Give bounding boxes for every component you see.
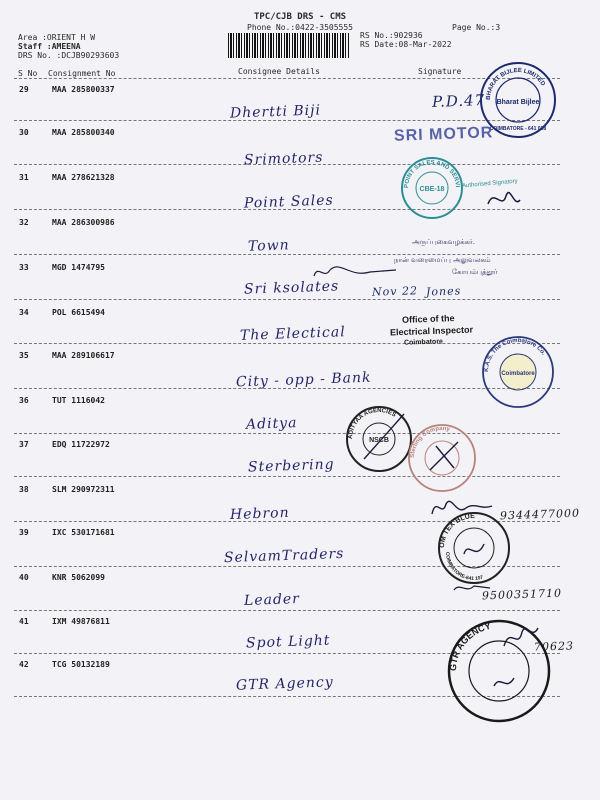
col-header-signature: Signature (418, 67, 462, 76)
svg-text:BHARAT BIJLEE LIMITED: BHARAT BIJLEE LIMITED (485, 67, 546, 101)
handwritten-phone-3: 70623 (533, 639, 575, 654)
row-divider (14, 164, 560, 165)
row-sno: 34 (19, 308, 29, 317)
row-sno: 40 (19, 573, 29, 582)
svg-text:ADITYAA AGENCIES: ADITYAA AGENCIES (347, 407, 397, 440)
svg-text:K.A.S. The Coimbatore Co.: K.A.S. The Coimbatore Co. (483, 337, 547, 373)
svg-text:NSCB: NSCB (369, 437, 389, 444)
office-stamp-line3: Coimbatore (403, 338, 444, 347)
row-consignment: MAA 289106617 (52, 351, 115, 360)
row-sno: 39 (19, 528, 29, 537)
signature-29: P.D.47 (431, 91, 486, 111)
tamil-line-1: அருப்புகைவழக்கர். (412, 238, 475, 246)
handwritten-consignee: Dhertti Biji (229, 102, 322, 122)
handwritten-consignee: GTR Agency (235, 674, 334, 694)
svg-text:COIMBATORE - 641 018: COIMBATORE - 641 018 (489, 126, 547, 132)
authorised-signatory: Authorised Signatory (461, 178, 518, 190)
handwritten-consignee: Hebron (229, 504, 290, 524)
handwritten-consignee: City - opp - Bank (235, 369, 372, 391)
handwritten-consignee: Srimotors (243, 149, 324, 169)
svg-text:CBE-18: CBE-18 (419, 186, 445, 193)
row-consignment: IXC 530171681 (52, 528, 115, 537)
handwritten-phone-2: 9500351710 (481, 586, 563, 603)
area-label: Area :ORIENT H W (18, 33, 96, 42)
col-header-consignment: Consignment No (48, 69, 116, 78)
tamil-line-3: கோயம்புத்தூர் (452, 268, 498, 276)
col-header-consignee: Consignee Details (238, 67, 320, 76)
row-divider (14, 610, 560, 611)
row-consignment: MAA 285800337 (52, 85, 115, 94)
col-header-sno: S No (18, 69, 38, 78)
tamil-line-2: நான் வரைமைப்பு அலுவலகம் (394, 256, 491, 264)
row-sno: 38 (19, 485, 29, 494)
sri-motor-stamp: SRI MOTOR (393, 124, 494, 145)
handwritten-consignee: SelvamTraders (223, 545, 345, 567)
signature-31 (484, 184, 524, 214)
handwritten-phone-1: 9344477000 (499, 506, 581, 523)
row-sno: 33 (19, 263, 29, 272)
row-sno: 30 (19, 128, 29, 137)
row-consignment: EDQ 11722972 (52, 440, 110, 449)
staff-label: Staff :AMEENA (18, 42, 81, 51)
row-consignment: IXM 49876811 (52, 617, 110, 626)
row-sno: 35 (19, 351, 29, 360)
handwritten-name: Jones (425, 284, 462, 299)
row-divider (14, 299, 560, 300)
barcode (228, 33, 350, 58)
handwritten-consignee: Town (247, 237, 290, 255)
handwritten-consignee: Sri ksolates (243, 278, 340, 298)
row-consignment: POL 6615494 (52, 308, 105, 317)
signature-33 (310, 258, 400, 288)
row-divider (14, 476, 560, 477)
row-divider (14, 209, 560, 210)
coimbatore-co-stamp (480, 334, 556, 410)
adityaa-agencies-stamp (344, 404, 414, 474)
row-sno: 36 (19, 396, 29, 405)
svg-text:Coimbatore: Coimbatore (501, 371, 535, 377)
row-consignment: MGD 1474795 (52, 263, 105, 272)
phone-number: Phone No.:0422-3505555 (247, 23, 353, 32)
svg-text:POINT SALES AND SERVICE: POINT SALES AND SERVICE (397, 152, 460, 189)
handwritten-consignee: The Electical (239, 324, 346, 344)
page-number: Page No.:3 (452, 23, 501, 32)
row-consignment: MAA 285800340 (52, 128, 115, 137)
svg-text:Bharat Bijlee: Bharat Bijlee (496, 99, 540, 106)
row-sno: 29 (19, 85, 29, 94)
om-tex-stamp (436, 510, 512, 586)
handwritten-consignee: Spot Light (245, 632, 331, 652)
row-divider (14, 433, 560, 434)
row-consignment: MAA 278621328 (52, 173, 115, 182)
svg-text:GTR AGENCY: GTR AGENCY (447, 620, 492, 672)
row-sno: 32 (19, 218, 29, 227)
handwritten-consignee: Point Sales (243, 192, 335, 212)
svg-text:Sterling Company: Sterling Company (409, 425, 451, 459)
row-divider (14, 388, 560, 389)
office-stamp-line1: Office of the (401, 313, 455, 325)
handwritten-consignee: Aditya (245, 415, 298, 433)
row-sno: 37 (19, 440, 29, 449)
handwritten-consignee: Sterbering (247, 456, 335, 476)
handwritten-consignee: Leader (243, 591, 301, 609)
point-sales-stamp (397, 152, 464, 220)
rs-date: RS Date:08-Mar-2022 (360, 40, 452, 49)
handwritten-date: Nov 22 (371, 284, 419, 299)
rs-number: RS No.:902936 (360, 31, 423, 40)
row-sno: 42 (19, 660, 29, 669)
row-consignment: MAA 286300986 (52, 218, 115, 227)
row-consignment: KNR 5062099 (52, 573, 105, 582)
sterling-stamp (406, 422, 478, 494)
svg-text:COIMBATORE-641 107: COIMBATORE-641 107 (443, 551, 485, 583)
drs-number: DRS No. :DCJB90293603 (18, 51, 120, 60)
report-title: TPC/CJB DRS - CMS (253, 12, 347, 22)
row-sno: 41 (19, 617, 29, 626)
row-sno: 31 (19, 173, 29, 182)
row-consignment: TUT 1116042 (52, 396, 105, 405)
row-divider (14, 343, 560, 344)
svg-text:OM TEX BLUE: OM TEX BLUE (438, 512, 475, 549)
row-divider (14, 254, 560, 255)
office-stamp-line2: Electrical Inspector (389, 324, 474, 338)
row-consignment: SLM 290972311 (52, 485, 115, 494)
row-consignment: TCG 50132189 (52, 660, 110, 669)
